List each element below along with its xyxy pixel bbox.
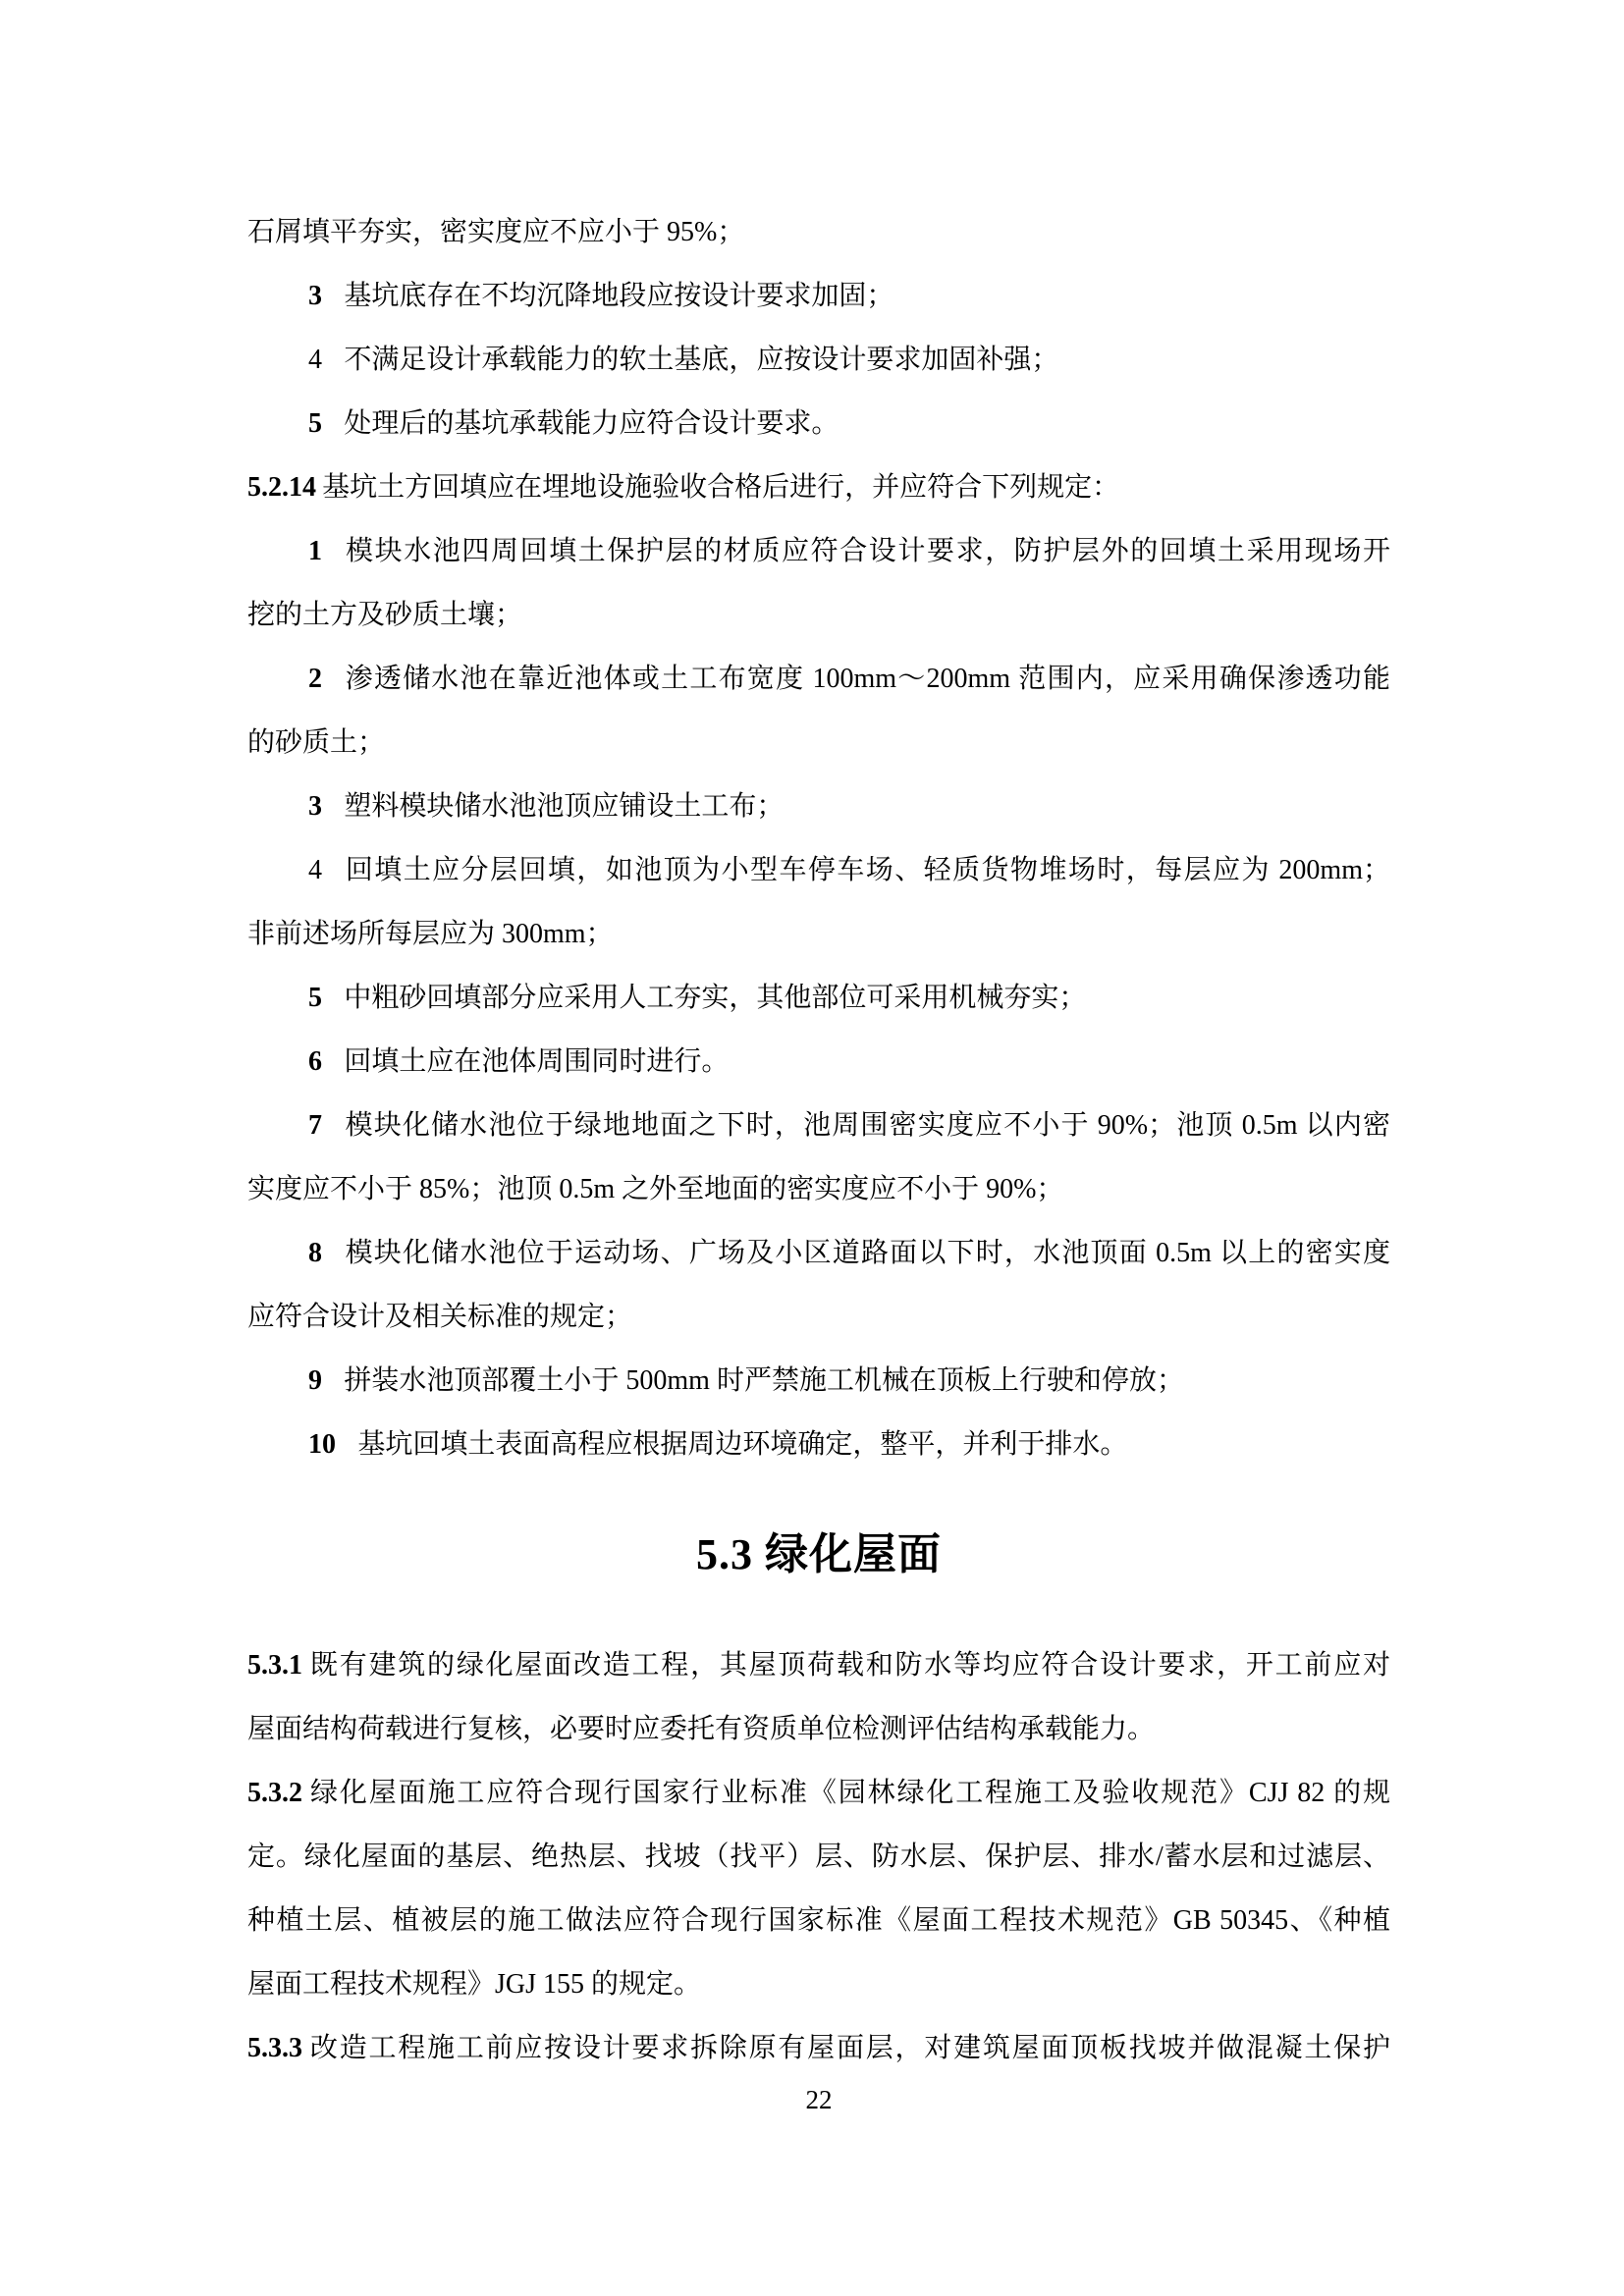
text-line [247,1157,1390,1221]
line-text: 回填土应在池体周围同时进行。 [344,1046,730,1077]
line-text: 塑料模块储水池池顶应铺设土工布； [344,791,785,822]
line-text: 绿化屋面施工应符合现行国家行业标准《园林绿化工程施工及验收规范》CJJ 82 的规 [308,1778,1390,1808]
line-text: 既有建筑的绿化屋面改造工程，其屋顶荷载和防水等均应符合设计要求，开工前应对 [308,1650,1390,1681]
line-text: 基坑土方回填应在埋地设施验收合格后进行，并应符合下列规定： [322,472,1120,503]
text-line [247,1761,1390,1825]
item-number: 10 [308,1429,336,1460]
item-number: 5 [308,983,322,1013]
line-text: 挖的土方及砂质土壤； [247,600,523,630]
item-number: 9 [308,1365,322,1396]
text-line [247,455,1390,519]
text-line [247,902,1390,966]
item-number: 5 [308,408,322,439]
text-line [247,1825,1390,1889]
text-block-before-heading [247,200,1390,1476]
line-text: 中粗砂回填部分应采用人工夯实，其他部位可采用机械夯实； [344,983,1087,1013]
text-line [247,711,1390,774]
text-line [247,583,1390,647]
text-line [247,1889,1390,1952]
text-line [247,392,1390,455]
item-number: 2 [308,664,322,694]
text-line [247,1221,1390,1285]
item-number: 1 [308,536,322,566]
line-text: 屋面结构荷载进行复核，必要时应委托有资质单位检测评估结构承载能力。 [247,1714,1156,1744]
text-line [247,264,1390,328]
line-text: 模块化储水池位于绿地地面之下时，池周围密实度应不小于 90%；池顶 0.5m 以内密 [344,1110,1390,1141]
text-line [247,1697,1390,1761]
clause-number: 5.3.2 [247,1778,302,1808]
item-number: 3 [308,791,322,822]
line-text: 不满足设计承载能力的软土基底，应按设计要求加固补强； [344,345,1059,375]
text-line [247,519,1390,583]
text-line [247,966,1390,1030]
line-text: 石屑填平夯实，密实度应不应小于 95%； [247,217,745,247]
section-heading: 5.3 绿化屋面 [696,1530,942,1578]
page-number: 22 [805,2085,833,2114]
line-text: 实度应不小于 85%；池顶 0.5m 之外至地面的密实度应不小于 90%； [247,1174,1064,1204]
text-line [247,1094,1390,1157]
clause-number: 5.3.3 [247,2033,302,2063]
line-text: 基坑底存在不均沉降地段应按设计要求加固； [344,281,894,311]
line-text: 基坑回填土表面高程应根据周边环境确定，整平，并利于排水。 [357,1429,1128,1460]
line-text: 非前述场所每层应为 300mm； [247,919,614,949]
line-text: 定。绿化屋面的基层、绝热层、找坡（找平）层、防水层、保护层、排水/蓄水层和过滤层、 [247,1842,1390,1872]
line-text: 模块水池四周回填土保护层的材质应符合设计要求，防护层外的回填土采用现场开 [344,536,1390,566]
line-text: 种植土层、植被层的施工做法应符合现行国家标准《屋面工程技术规范》GB 50345、《种植 [247,1905,1390,1936]
text-line [247,1952,1390,2016]
text-line [247,647,1390,711]
line-text: 改造工程施工前应按设计要求拆除原有屋面层，对建筑屋面顶板找坡并做混凝土保护 [308,2033,1390,2063]
item-number: 7 [308,1110,322,1141]
text-line [247,774,1390,838]
line-text: 应符合设计及相关标准的规定； [247,1302,633,1332]
item-number: 8 [308,1238,322,1268]
text-line [247,1413,1390,1476]
item-number: 6 [308,1046,322,1077]
text-line [247,328,1390,392]
text-line [247,1349,1390,1413]
line-text: 的砂质土； [247,727,386,758]
item-number: 4 [308,855,322,885]
document-content [247,200,1390,2119]
line-text: 模块化储水池位于运动场、广场及小区道路面以下时，水池顶面 0.5m 以上的密实度 [344,1238,1390,1268]
clause-number: 5.3.1 [247,1650,302,1681]
line-text: 回填土应分层回填，如池顶为小型车停车场、轻质货物堆场时，每层应为 200mm； [344,855,1390,885]
line-text: 渗透储水池在靠近池体或土工布宽度 100mm～200mm 范围内，应采用确保渗透功能 [344,664,1390,694]
text-line [247,838,1390,902]
text-line [247,1030,1390,1094]
line-text: 处理后的基坑承载能力应符合设计要求。 [344,408,839,439]
clause-number: 5.2.14 [247,472,316,503]
line-text: 屋面工程技术规程》JGJ 155 的规定。 [247,1969,702,2000]
text-line [247,1285,1390,1349]
item-number: 4 [308,345,322,375]
item-number: 3 [308,281,322,311]
text-line [247,2016,1390,2080]
text-block-after-heading [247,1633,1390,2080]
text-line [247,1633,1390,1697]
text-line [247,200,1390,264]
line-text: 拼装水池顶部覆土小于 500mm 时严禁施工机械在顶板上行驶和停放； [344,1365,1184,1396]
